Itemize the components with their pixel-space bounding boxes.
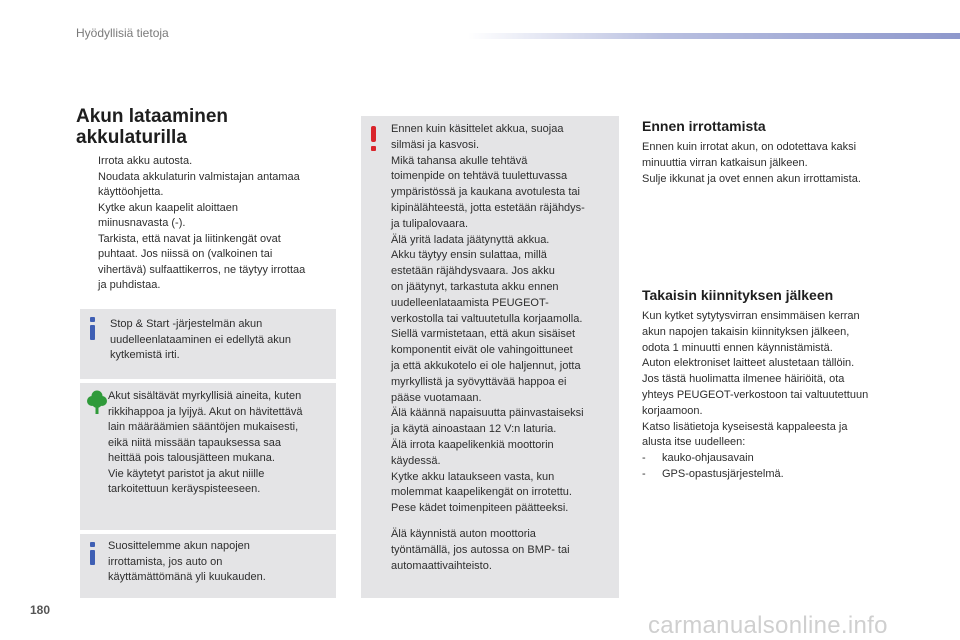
env-line: eikä niitä missään tapauksessa saa bbox=[108, 436, 282, 449]
warning-line: silmäsi ja kasvosi. bbox=[391, 138, 480, 151]
reinit-item-gps bbox=[642, 467, 914, 483]
info-icon-stem bbox=[90, 550, 95, 565]
paragraph-line: korjaamoon. bbox=[642, 404, 703, 417]
procedure-text: Noudata akkulaturin valmistajan antamaa bbox=[98, 170, 300, 183]
warning-line: molemmat kaapelikengät on irrotettu. bbox=[391, 486, 572, 499]
warning-line: käydessä. bbox=[391, 454, 441, 467]
warning-line: Ennen kuin käsittelet akkua, suojaa bbox=[391, 123, 564, 135]
info-box-stop-start bbox=[80, 309, 336, 379]
warning-line: Älä yritä ladata jäätynyttä akkua. bbox=[391, 233, 550, 246]
warning-line: toimenpide on tehtävä tuulettuvassa bbox=[391, 170, 568, 183]
warning-line: ympäristössä ja kaukana avotulesta tai bbox=[391, 186, 580, 199]
warning-line: uudelleenlataamista PEUGEOT- bbox=[391, 296, 549, 309]
warning-line: Älä käännä napaisuutta päinvastaiseksi bbox=[391, 407, 584, 420]
info-line: kytkemistä irti. bbox=[110, 349, 180, 361]
paragraph-line: odota 1 minuutti ennen käynnistämistä. bbox=[642, 341, 833, 354]
procedure-item-2 bbox=[80, 170, 338, 201]
watermark: carmanualsonline.info bbox=[648, 612, 888, 639]
warning-line: Akku täytyy ensin sulattaa, millä bbox=[391, 249, 547, 262]
warning-line: komponentit eivät ole vahingoittuneet bbox=[391, 344, 573, 357]
warning-text bbox=[391, 122, 617, 574]
warning-exclamation-dot bbox=[371, 146, 376, 151]
env-line: Akut sisältävät myrkyllisiä aineita, kuten bbox=[108, 390, 302, 402]
section-text-after-reconnection bbox=[642, 309, 914, 483]
header-divider bbox=[468, 33, 960, 39]
procedure-text: käyttöohjetta. bbox=[98, 186, 164, 198]
env-line: Vie käytetyt paristot ja akut niille bbox=[108, 467, 265, 480]
paragraph-line: Auton elektroniset laitteet alustetaan tällöin. bbox=[642, 357, 855, 370]
procedure-text: puhtaat. Jos niissä on (valkoinen tai bbox=[98, 248, 273, 260]
reinit-item-text: GPS-opastusjärjestelmä. bbox=[662, 467, 784, 480]
warning-line: ja käytä ainoastaan 12 V:n laturia. bbox=[391, 423, 557, 436]
procedure-item-4 bbox=[80, 232, 338, 294]
warning-line: automaattivaihteisto. bbox=[391, 559, 492, 572]
info-icon bbox=[90, 542, 95, 547]
page-title-line-2: akkulaturilla bbox=[76, 127, 187, 148]
info-line: irrottamista, jos auto on bbox=[108, 555, 223, 568]
warning-line: työntämällä, jos autossa on BMP- tai bbox=[391, 543, 570, 556]
paragraph-line: Katso lisätietoja kyseisestä kappaleesta ja bbox=[642, 420, 848, 433]
warning-line: kipinälähteestä, jotta estetään räjähdys- bbox=[391, 201, 585, 214]
paragraph-line: Sulje ikkunat ja ovet ennen akun irrottamista. bbox=[642, 172, 861, 185]
info-icon-stem bbox=[90, 325, 95, 340]
warning-exclamation-icon bbox=[371, 126, 376, 142]
dash-marker: - bbox=[642, 467, 646, 480]
warning-line: Älä irrota kaapelikenkiä moottorin bbox=[391, 438, 554, 451]
warning-line: Siellä varmistetaan, että akun sisäiset bbox=[391, 328, 576, 341]
page-title bbox=[76, 106, 316, 148]
warning-line: Pese kädet toimenpiteen päätteeksi. bbox=[391, 502, 569, 515]
warning-line: Mikä tahansa akulle tehtävä bbox=[391, 154, 528, 167]
reinit-item-text: kauko-ohjausavain bbox=[662, 452, 754, 465]
warning-line: myrkyllistä ja syövyttävää happoa ei bbox=[391, 375, 567, 388]
tree-icon bbox=[86, 389, 108, 415]
section-title-before-removal: Ennen irrottamista bbox=[642, 118, 766, 134]
paragraph-line: alusta itse uudelleen: bbox=[642, 436, 746, 449]
environment-text bbox=[108, 389, 334, 498]
environment-box bbox=[80, 383, 336, 530]
warning-line: Kytke akku lataukseen vasta, kun bbox=[391, 470, 555, 483]
warning-line: estetään räjähdysvaara. Jos akku bbox=[391, 265, 555, 278]
info-box-text bbox=[110, 317, 332, 364]
procedure-text: Tarkista, että navat ja liitinkengät ovat bbox=[98, 232, 281, 245]
info-icon bbox=[90, 317, 95, 322]
paragraph-line: akun napojen takaisin kiinnityksen jälkeen, bbox=[642, 325, 850, 338]
info-line: Suosittelemme akun napojen bbox=[108, 540, 250, 552]
env-line: tarkoitettuun keräyspisteeseen. bbox=[108, 483, 261, 495]
procedure-text: Irrota akku autosta. bbox=[98, 155, 193, 167]
paragraph-line: Ennen kuin irrotat akun, on odotettava kaksi bbox=[642, 141, 857, 153]
info-box-text bbox=[108, 539, 332, 586]
env-line: heittää pois talousjätteen mukana. bbox=[108, 452, 275, 464]
info-line: uudelleenlataaminen ei edellytä akun bbox=[110, 333, 292, 346]
env-line: rikkihappoa ja lyijyä. Akut on hävitettävä bbox=[108, 405, 303, 418]
env-line: lain määräämien sääntöjen mukaisesti, bbox=[108, 421, 299, 433]
paragraph-line: Kun kytket sytytysvirran ensimmäisen kerran bbox=[642, 310, 860, 322]
warning-line: ja että akkukotelo ei ole haljennut, jotta bbox=[391, 359, 581, 372]
page-title-line-1: Akun lataaminen bbox=[76, 106, 229, 127]
paragraph-line: Jos tästä huolimatta ilmenee häiriöitä, ota bbox=[642, 373, 845, 386]
procedure-text: Kytke akun kaapelit aloittaen bbox=[98, 201, 239, 214]
section-header-title: Hyödyllisiä tietoja bbox=[76, 26, 169, 40]
procedure-item-3 bbox=[80, 201, 338, 232]
warning-line: Älä käynnistä auton moottoria bbox=[391, 527, 536, 540]
warning-line: pääse vuotamaan. bbox=[391, 391, 482, 404]
info-line: käyttämättömänä yli kuukauden. bbox=[108, 571, 266, 583]
warning-line: on jäätynyt, tarkastuta akku ennen bbox=[391, 280, 559, 293]
info-line: Stop & Start -järjestelmän akun bbox=[110, 318, 263, 330]
paragraph-line: yhteys PEUGEOT-verkostoon tai valtuutettuun bbox=[642, 388, 869, 401]
procedure-list bbox=[80, 154, 338, 294]
dash-marker: - bbox=[642, 452, 646, 465]
section-text-before-removal bbox=[642, 140, 912, 187]
reinit-item-remote-key bbox=[642, 451, 914, 467]
procedure-text: miinusnavasta (-). bbox=[98, 217, 186, 229]
section-title-after-reconnection: Takaisin kiinnityksen jälkeen bbox=[642, 287, 834, 303]
procedure-item-1 bbox=[80, 154, 338, 170]
warning-line: ja tulipalovaara. bbox=[391, 217, 469, 230]
procedure-text: vihertävä) sulfaattikerros, ne täytyy irrottaa bbox=[98, 263, 306, 276]
warning-box bbox=[361, 116, 619, 598]
info-box-storage bbox=[80, 534, 336, 598]
page-number: 180 bbox=[30, 603, 51, 617]
procedure-text: ja puhdistaa. bbox=[98, 279, 161, 291]
paragraph-line: minuuttia virran katkaisun jälkeen. bbox=[642, 156, 808, 169]
warning-line: verkostolla tai valtuutetulla korjaamolla. bbox=[391, 312, 583, 325]
warning-spacer bbox=[391, 517, 617, 527]
